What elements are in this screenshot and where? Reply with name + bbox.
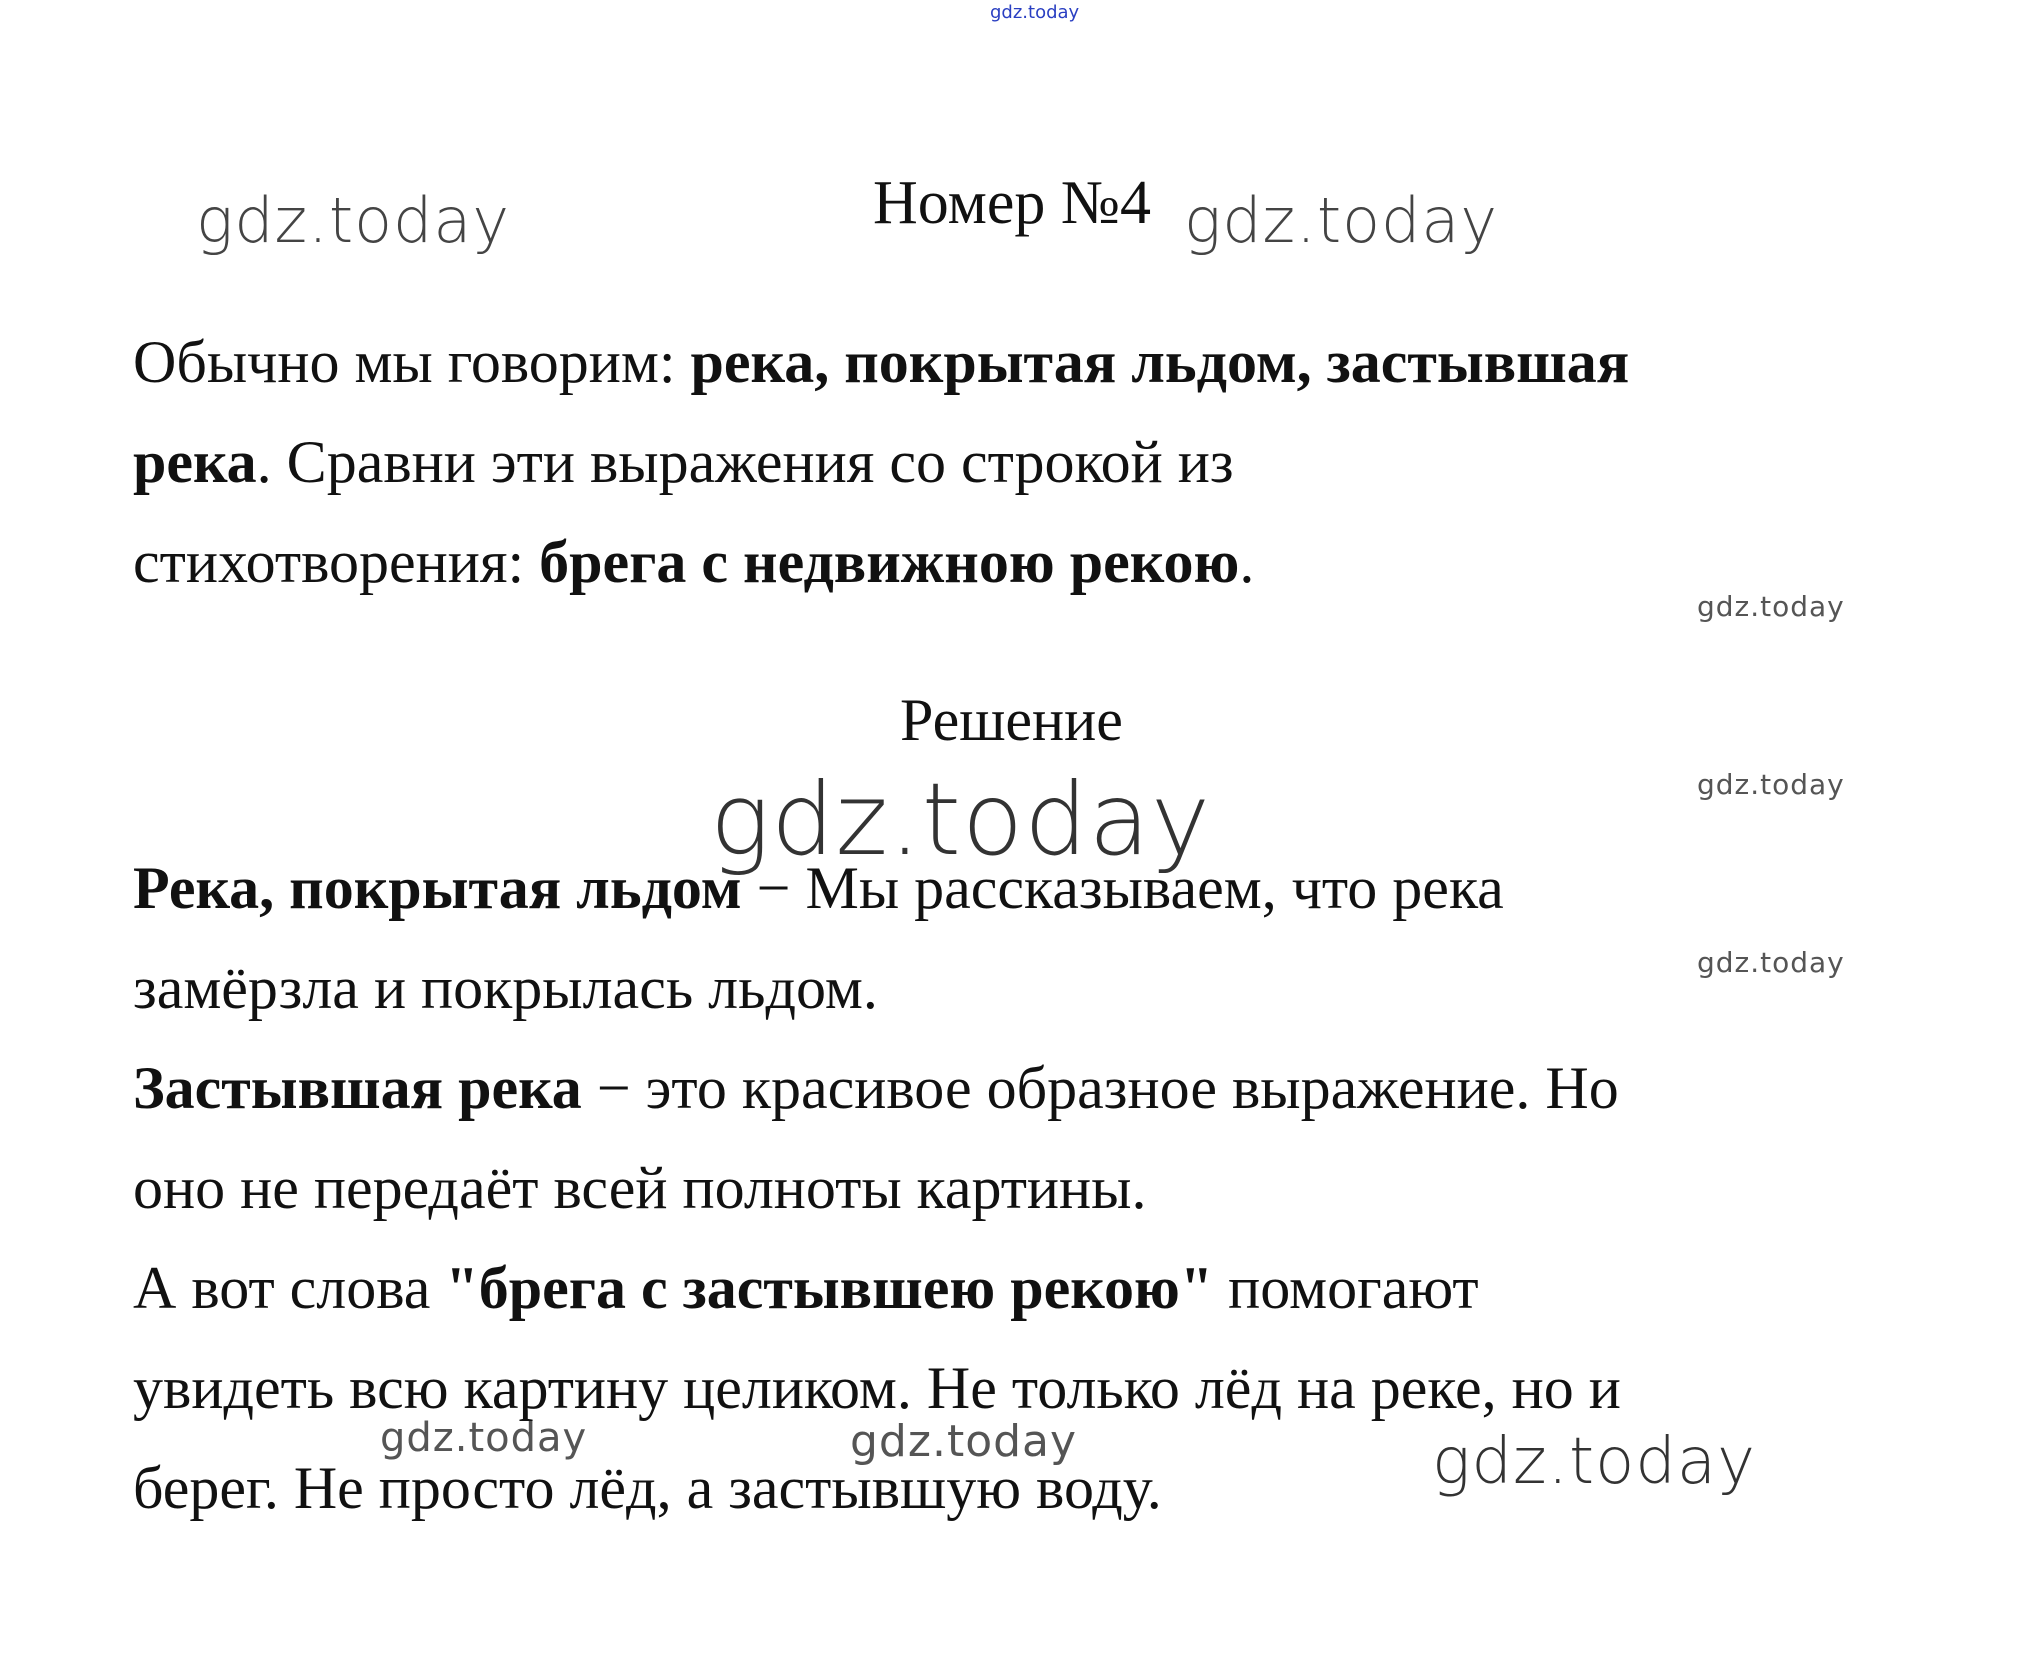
- solution-line-7: [133, 1455, 1162, 1521]
- watermark-small-3: gdz.today: [1697, 946, 1845, 979]
- solution-line-4: [133, 1155, 1147, 1221]
- solution-line-3: [133, 1055, 1619, 1121]
- solution-line-1: [133, 855, 1504, 921]
- solution-line-6-text: увидеть всю картину целиком. Не только лёд на реке, но и: [133, 1355, 1621, 1421]
- solution-line-3-text: − это красивое образное выражение. Но: [581, 1055, 1619, 1121]
- task-line-3-bold: брега с недвижною рекою: [539, 529, 1240, 595]
- task-line-3-end: .: [1239, 529, 1255, 595]
- task-line-1: [133, 329, 1630, 395]
- solution-title: Решение: [900, 687, 1123, 753]
- watermark-header-right: gdz.today: [1184, 184, 1499, 257]
- solution-line-6: [133, 1355, 1621, 1421]
- task-line-1-bold: река, покрытая льдом, застывшая: [690, 329, 1630, 395]
- watermark-bottom-2: gdz.today: [850, 1416, 1078, 1467]
- watermark-top: gdz.today: [990, 2, 1080, 23]
- watermark-header-left: gdz.today: [196, 184, 511, 257]
- watermark-large-center: gdz.today: [710, 761, 1212, 878]
- solution-line-2: [133, 955, 878, 1021]
- watermark-small-2: gdz.today: [1697, 768, 1845, 801]
- task-line-1-text: Обычно мы говорим:: [133, 329, 691, 395]
- solution-line-5-end: помогают: [1213, 1255, 1479, 1321]
- solution-line-1-text: − Мы рассказываем, что река: [741, 855, 1504, 921]
- solution-line-5: [133, 1255, 1479, 1321]
- task-line-3: [133, 529, 1255, 595]
- solution-line-1-bold: Река, покрытая льдом: [133, 855, 742, 921]
- solution-line-5-text: А вот слова: [133, 1255, 446, 1321]
- task-line-2-text: . Сравни эти выражения со строкой из: [256, 429, 1234, 495]
- task-line-2: [133, 429, 1234, 495]
- solution-line-7-text: берег. Не просто лёд, а застывшую воду.: [133, 1455, 1162, 1521]
- solution-line-4-text: оно не передаёт всей полноты картины.: [133, 1155, 1147, 1221]
- watermark-small-1: gdz.today: [1697, 590, 1845, 623]
- task-line-2-bold: река: [133, 429, 257, 495]
- watermark-bottom-1: gdz.today: [380, 1415, 588, 1461]
- solution-line-3-bold: Застывшая река: [133, 1055, 582, 1121]
- solution-line-5-bold: "брега с застывшею рекою": [445, 1255, 1214, 1321]
- solution-line-2-text: замёрзла и покрылась льдом.: [133, 955, 878, 1021]
- watermark-bottom-3: gdz.today: [1432, 1425, 1756, 1499]
- task-line-3-text: стихотворения:: [133, 529, 540, 595]
- task-title: Номер №4: [873, 169, 1152, 237]
